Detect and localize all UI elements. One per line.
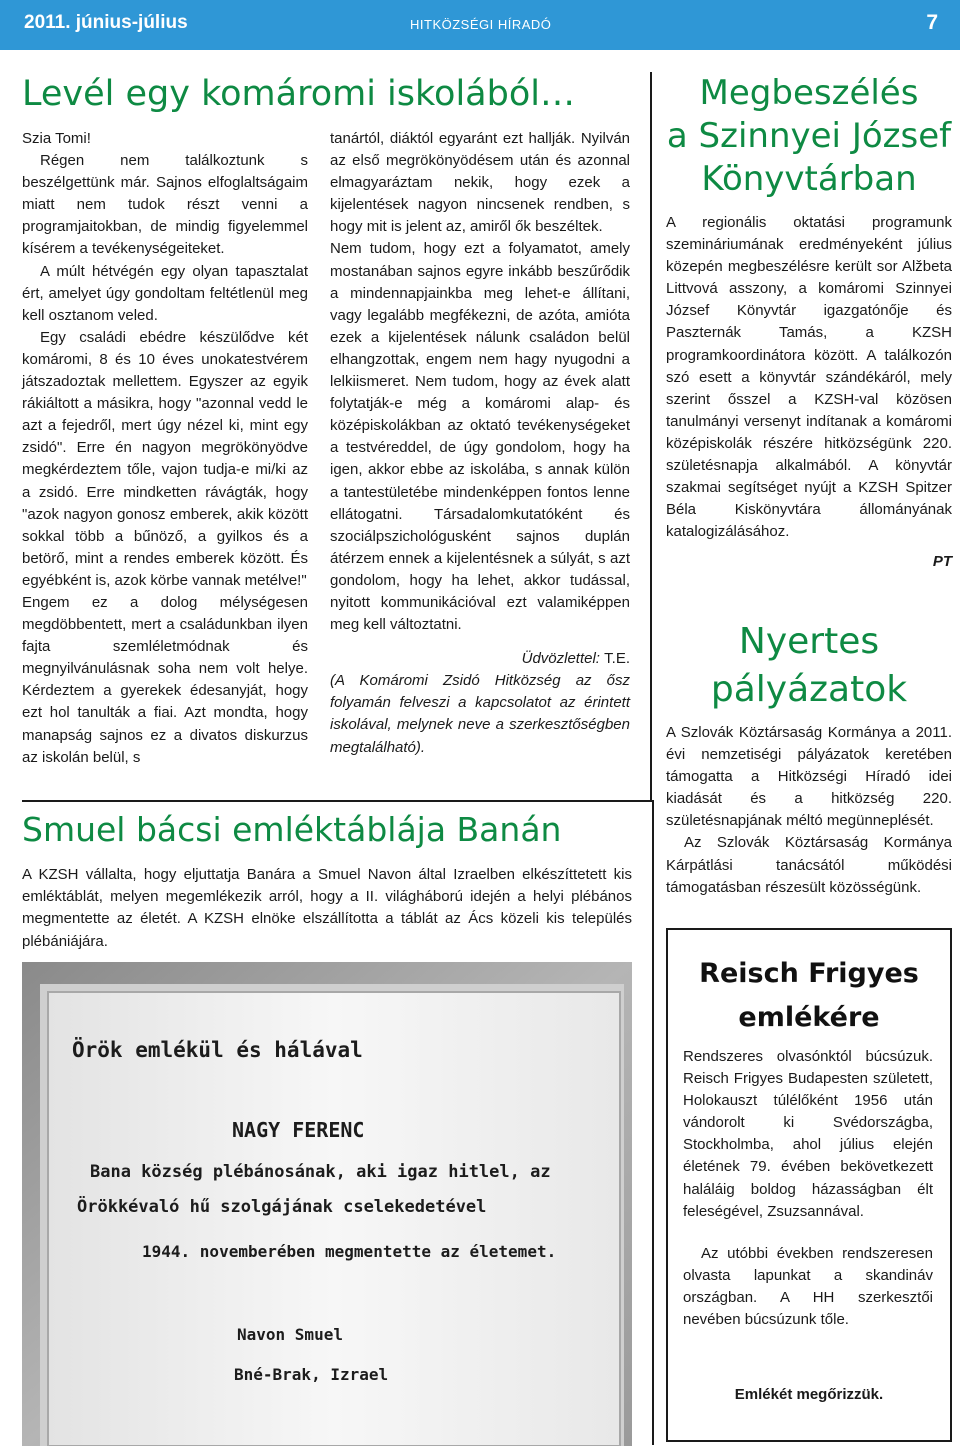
- obituary-paragraph: Rendszeres olvasónktól búcsúzuk. Reisch Frigyes Budapesten született, Holokauszt túlélőként 1956 után vándorolt ki Svédországba, Stockholmba, ahol július elején életének 79. évében bekövetkezett haláláig boldog házasságban élt feleségével, Zsuzsannával.: [683, 1048, 933, 1220]
- grants-article-body: [666, 722, 952, 899]
- letter-paragraph: Nem tudom, hogy ezt a folyamatot, amely mostanában sajnos egyre inkább beszűrődik a mindennapjainkba meg lehet-e állítani, vagy legalább megfékezni, de azóta, amióta ezek a kijelentések nálunk családon belül elhangzottak, engem nem hagy nyugodni a lelkiismeret. Nem tudom, hogy az évek alatt folytatják-e még a komáromi alap- és középiskolákban az oktató tevékenységeket a testvéreddel, de úgy gondolom, hogy ha igen, akkor ebbe az iskolába, s annak külön a tantestületébe mindenképpen fontos lenne ellátogatni. Társadalomkutatóként és szociálpszichológusként sajnos duplán átérzem ennek a kijelentésnek a súlyát, s azt gondolom, hogy ha lehet, akkor tudással, nyitott kommunikációval ezt valamiképpen meg kell változtatni.: [330, 240, 630, 634]
- page-number: 7: [926, 11, 938, 34]
- title-line: emlékére: [738, 1002, 880, 1033]
- library-article-title: [666, 72, 952, 201]
- letter-column-1: [22, 128, 308, 769]
- library-signature: PT: [932, 553, 952, 571]
- letter-paragraph: Régen nem találkoztunk s beszélgettünk már. Sajnos elfoglaltságaim miatt nem tudok részt venni a programjaitokban, de mindig figyelemmel kísérem a tevékenységeiteket.: [22, 152, 308, 258]
- letter-article-title: Levél egy komáromi iskolából…: [22, 74, 575, 114]
- issue-date: 2011. június-július: [24, 12, 188, 33]
- signature-greeting: Üdvözlettel:: [521, 650, 600, 668]
- obituary-body: [683, 1046, 933, 1331]
- letter-paragraph: A múlt hétvégén egy olyan tapasztalat ért, amelyet úgy gondoltam feltétlenül meg kell osztanom veled.: [22, 262, 308, 324]
- plaque-line: Navon Smuel: [237, 1325, 343, 1344]
- plaque-line: Örökkévaló hű szolgájának cselekedetével: [77, 1197, 487, 1217]
- library-article-body: [666, 212, 952, 574]
- editorial-note: (A Komáromi Zsidó Hitközség az ősz folyamán felveszi a kapcsolatot az érintett iskolával, melynek neve a szerkesztőségben megtalálható).: [330, 672, 630, 756]
- grants-paragraph: Az Szlovák Köztársaság Kormánya Kárpátlási tanácsától működési támogatásban részesült közösségünk.: [666, 834, 952, 896]
- obituary-closing: Emlékét megőrizzük.: [734, 1386, 884, 1403]
- letter-paragraph: Egy családi ebédre készülődve két komáromi, 8 és 10 éves unokatestvérem játszadoztak mellettem. Egyszer az egyik rákiáltott a másikra, hogy "azonnal vedd le azt a fejedről, mert úgy nézel ki, mint egy zsidó". Erre én nagyon megrökönyödve megkérdeztem tőle, vajon tudja-e mi/ki az a zsidó. Erre mindketten rávágták, hogy "azok nagyon gonosz emberek, akik között sokkal több a bűnöző, a gyilkos és a betörő, mint a rendes emberek között. És egyébként is, azok körbe vannak metélve!": [22, 328, 308, 589]
- obituary-paragraph: Az utóbbi években rendszeresen olvasta lapunkat a skandináv országban. A HH szerkesztői nevében búcsúzunk tőle.: [683, 1244, 933, 1329]
- title-line: Könyvtárban: [701, 159, 917, 199]
- letter-column-2: [330, 128, 630, 759]
- grants-article-title: [666, 618, 952, 714]
- page-header: [0, 0, 960, 50]
- plaque-article-body: A KZSH vállalta, hogy eljuttatja Banára a Smuel Navon által Izraelben elkészíttetett kis emléktáblát, melyen megemlékezik arról, hogy a II. világháború idején a helyi plébános megmentette az életét. A KZSH elnöke elszállította a táblát az Ács közeli kis település plébániájára.: [22, 866, 632, 950]
- obituary-title: [668, 952, 950, 1040]
- title-line: Nyertes: [738, 621, 880, 662]
- memorial-plaque-photo: [22, 962, 632, 1446]
- title-line: Reisch Frigyes: [699, 958, 919, 989]
- signature-name: T.E.: [604, 650, 630, 668]
- plaque-article-title: Smuel bácsi emléktáblája Banán: [22, 810, 562, 849]
- plaque-line: 1944. novemberében megmentette az életemet.: [142, 1242, 557, 1261]
- title-line: pályázatok: [710, 669, 908, 710]
- grants-paragraph: A Szlovák Köztársaság Kormánya a 2011. évi nemzetiségi pályázatok keretében támogatta a Hitközségi Híradó idei kiadását és a hitközség 220. születésnapjának méltó megünneplését.: [666, 724, 952, 830]
- title-line: a Szinnyei József: [666, 116, 952, 156]
- plaque-line: NAGY FERENC: [232, 1118, 365, 1142]
- letter-paragraph: tanártól, diáktól egyaránt ezt hallják. Nyilván az első megrökönyödésem után és azonnal elmagyaráztam nekik, hogy ezek a kijelentések nagyon nincsenek rendben, s hogy mit is jelent az, amiről ők beszéltek.: [330, 130, 630, 236]
- section-divider: [22, 800, 652, 802]
- letter-paragraph: Engem ez a dolog mélységesen megdöbbentett, mert a családunkban ilyen fajta szemléletmódnak és megnyilvánulásnak soha nem volt helye. Kérdeztem a gyerekek édesanyját, hogy ezt hol tanulták a fiai. Azt mondta, hogy manapság sajnos ez a divatos diskurzus az iskolán belül, s: [22, 593, 308, 766]
- letter-signature: [330, 648, 630, 670]
- column-divider: [650, 72, 652, 800]
- letter-paragraph: Szia Tomi!: [22, 130, 91, 147]
- plaque-line: Bana község plébánosának, aki igaz hitlel, az: [90, 1162, 551, 1182]
- plaque-photo-svg: [22, 962, 632, 1446]
- plaque-line: Bné-Brak, Izrael: [234, 1365, 389, 1384]
- publication-name: HITKÖZSÉGI HÍRADÓ: [410, 17, 552, 32]
- plaque-line: Örök emlékül és hálával: [72, 1038, 363, 1062]
- title-line: Megbeszélés: [699, 73, 919, 113]
- column-divider: [652, 800, 654, 1445]
- library-paragraph: A regionális oktatási programunk szemináriumának eredményeként július közepén megbeszélésre került sor Alžbeta Littvová asszony, a komáromi Szinnyei József Könyvtár igazgatónője és Paszternák Tamás, a KZSH programkoordinátora között. A találkozón szó esett a könyvtár szándékáról, mely szerint ősszel a KZSH-val közösen tanulmányi versenyt indítanak a komáromi középiskolák részére hitközségünk 220. születésnapja alkalmából. A könyvtár szakmai segítséget nyújt a KZSH Spitzer Béla Kiskönyvtára állományának katalogizálásához.: [666, 214, 952, 541]
